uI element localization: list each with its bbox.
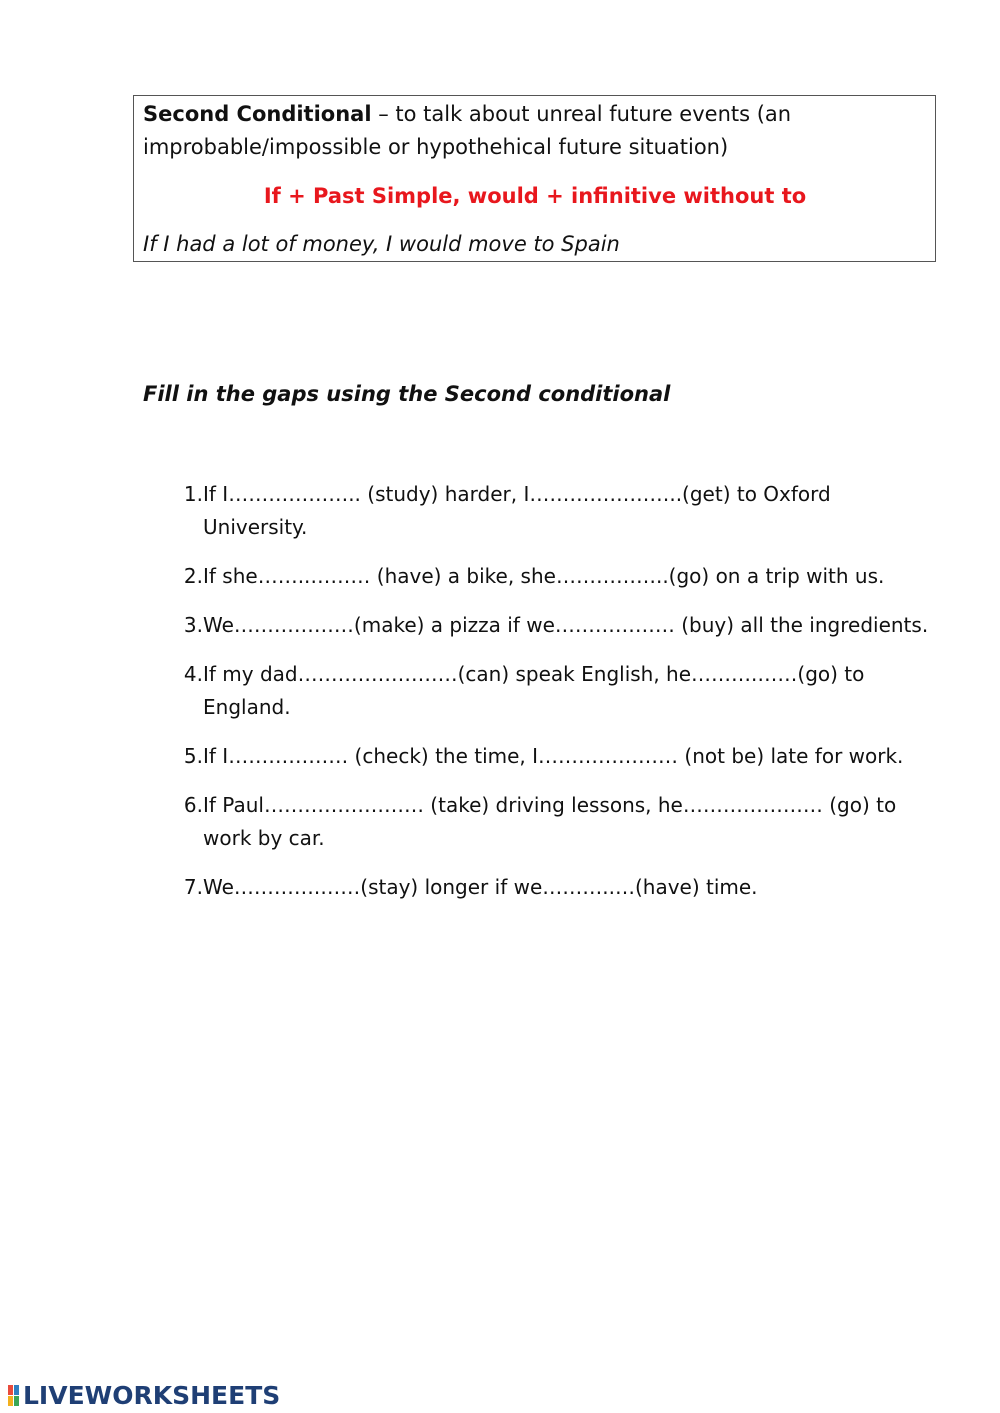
exercise-sentence[interactable]: We………….……(stay) longer if we………..…(have) time. bbox=[203, 875, 758, 899]
liveworksheets-logo bbox=[8, 1380, 280, 1410]
rule-formula: If + Past Simple, would + infinitive without to bbox=[263, 184, 807, 208]
logo-block bbox=[8, 1385, 13, 1395]
logo-block bbox=[14, 1385, 19, 1395]
rule-title: Second Conditional bbox=[143, 102, 372, 126]
exercise-item bbox=[160, 658, 940, 724]
rule-definition bbox=[143, 98, 927, 164]
rule-example: If I had a lot of money, I would move to Spain bbox=[143, 232, 620, 256]
exercise-item bbox=[160, 560, 940, 593]
exercise-number: 3. bbox=[183, 613, 203, 637]
logo-block bbox=[8, 1396, 13, 1406]
exercise-item bbox=[160, 478, 940, 544]
exercise-number: 6. bbox=[183, 793, 203, 817]
exercise-sentence[interactable]: If my dad……………………(can) speak English, he……….……(go) to England. bbox=[203, 662, 871, 719]
exercise-sentence[interactable]: If she……..……… (have) a bike, she……………..(go) on a trip with us. bbox=[203, 564, 885, 588]
rule-box bbox=[133, 95, 936, 262]
exercise-number: 2. bbox=[183, 564, 203, 588]
logo-block bbox=[14, 1396, 19, 1406]
exercise-sentence[interactable]: We………………(make) a pizza if we……………… (buy) all the ingredients. bbox=[203, 613, 929, 637]
exercise-number: 4. bbox=[183, 662, 203, 686]
exercise-instructions: Fill in the gaps using the Second conditional bbox=[143, 382, 671, 406]
exercise-number: 7. bbox=[183, 875, 203, 899]
exercise-number: 1. bbox=[183, 482, 203, 506]
exercise-item bbox=[160, 740, 940, 773]
exercise-list bbox=[160, 478, 940, 920]
rule-description: – to talk about unreal future events (an improbable/impossible or hypothehical future situation) bbox=[143, 102, 792, 159]
logo-text: LIVEWORKSHEETS bbox=[23, 1380, 281, 1410]
logo-blocks-icon bbox=[8, 1385, 19, 1406]
exercise-sentence[interactable]: If Paul…………………… (take) driving lessons, he………………… (go) to work by car. bbox=[203, 793, 903, 850]
exercise-number: 5. bbox=[183, 744, 203, 768]
exercise-sentence[interactable]: If I……………….. (study) harder, I…………………..(get) to Oxford University. bbox=[203, 482, 838, 539]
exercise-sentence[interactable]: If I……………… (check) the time, I………………… (not be) late for work. bbox=[203, 744, 904, 768]
exercise-item bbox=[160, 609, 940, 642]
exercise-item bbox=[160, 871, 940, 904]
exercise-item bbox=[160, 789, 940, 855]
